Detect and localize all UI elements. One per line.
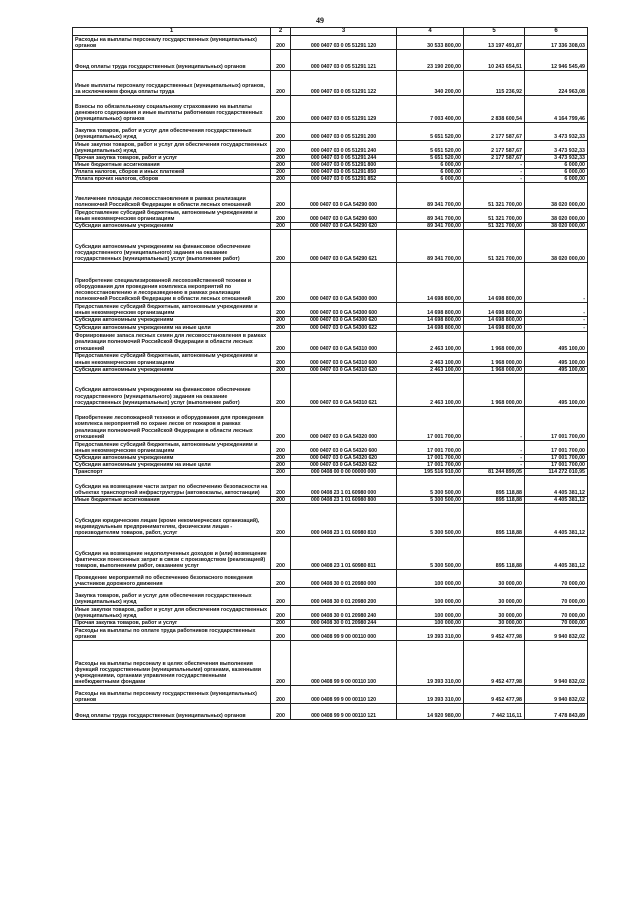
- row-unexecuted-amount-cell: 6 000,00: [525, 176, 588, 183]
- table-row: [73, 686, 588, 704]
- row-budget-code-cell: 000 0407 03 0 05 51291 244: [291, 155, 397, 162]
- row-name-cell: Приобретение специализированной лесохозяйственной техники и оборудования для проведения комплекса мероприятий по лесовосстановлению и лесоразведению в рамках реализации полномочий Российской Федерации в области лесных отношений: [73, 263, 271, 303]
- row-unexecuted-amount-cell: 6 000,00: [525, 169, 588, 176]
- row-approved-amount-cell: 89 341 700,00: [397, 183, 464, 209]
- row-budget-code-cell: 000 0407 03 0 GA 54290 000: [291, 183, 397, 209]
- row-approved-amount-cell: 100 000,00: [397, 570, 464, 588]
- row-executed-amount-cell: 13 197 491,87: [464, 36, 525, 50]
- row-approved-amount-cell: 17 001 700,00: [397, 454, 464, 461]
- row-budget-code-cell: 000 0407 03 0 GA 54300 000: [291, 263, 397, 303]
- row-unexecuted-amount-cell: 70 000,00: [525, 620, 588, 627]
- row-approved-amount-cell: 6 000,00: [397, 176, 464, 183]
- row-budget-code-cell: 000 0407 03 0 GA 54310 600: [291, 352, 397, 366]
- row-approved-amount-cell: 23 190 200,00: [397, 50, 464, 71]
- row-admin-code-cell: 200: [271, 497, 291, 504]
- row-approved-amount-cell: 100 000,00: [397, 620, 464, 627]
- row-executed-amount-cell: 2 177 587,67: [464, 155, 525, 162]
- row-admin-code-cell: 200: [271, 183, 291, 209]
- row-unexecuted-amount-cell: 38 020 000,00: [525, 183, 588, 209]
- row-approved-amount-cell: 5 651 520,00: [397, 155, 464, 162]
- row-budget-code-cell: 000 0407 03 0 05 51291 122: [291, 71, 397, 96]
- table-row: [73, 331, 588, 352]
- row-executed-amount-cell: 51 321 700,00: [464, 209, 525, 223]
- row-approved-amount-cell: 100 000,00: [397, 606, 464, 620]
- row-name-cell: Закупка товаров, работ и услуг для обеспечения государственных (муниципальных) нужд: [73, 588, 271, 606]
- row-approved-amount-cell: 5 651 520,00: [397, 123, 464, 141]
- row-name-cell: Субсидии автономным учреждениям: [73, 317, 271, 324]
- row-executed-amount-cell: 14 698 800,00: [464, 317, 525, 324]
- table-row: [73, 570, 588, 588]
- row-approved-amount-cell: 195 516 910,00: [397, 468, 464, 475]
- row-executed-amount-cell: -: [464, 169, 525, 176]
- row-executed-amount-cell: -: [464, 440, 525, 454]
- row-admin-code-cell: 200: [271, 570, 291, 588]
- budget-execution-table: [72, 27, 588, 720]
- row-admin-code-cell: 200: [271, 627, 291, 641]
- column-header: 4: [397, 28, 464, 36]
- table-row: [73, 183, 588, 209]
- row-approved-amount-cell: 2 463 100,00: [397, 352, 464, 366]
- row-name-cell: Иные закупки товаров, работ и услуг для обеспечения государственных (муниципальных) нужд: [73, 141, 271, 155]
- row-budget-code-cell: 000 0408 23 1 01 60980 000: [291, 476, 397, 497]
- row-budget-code-cell: 000 0407 03 0 GA 54310 620: [291, 366, 397, 373]
- row-name-cell: Субсидии на возмещение недополученных доходов и (или) возмещение фактически понесенных затрат в связи с производством (реализацией) товаров, выполнением работ, оказанием услуг: [73, 537, 271, 570]
- row-executed-amount-cell: 895 118,88: [464, 476, 525, 497]
- row-approved-amount-cell: 17 001 700,00: [397, 440, 464, 454]
- row-unexecuted-amount-cell: 4 405 381,12: [525, 537, 588, 570]
- table-row: [73, 96, 588, 123]
- table-row: [73, 454, 588, 461]
- row-name-cell: Иные бюджетные ассигнования: [73, 162, 271, 169]
- table-header-row: [73, 28, 588, 36]
- table-row: [73, 176, 588, 183]
- row-budget-code-cell: 000 0407 03 0 GA 54310 000: [291, 331, 397, 352]
- row-unexecuted-amount-cell: 12 946 545,49: [525, 50, 588, 71]
- column-header: 1: [73, 28, 271, 36]
- row-executed-amount-cell: 51 321 700,00: [464, 183, 525, 209]
- row-name-cell: Предоставление субсидий бюджетным, автономным учреждениям и иным некоммерческим организациям: [73, 303, 271, 317]
- row-admin-code-cell: 200: [271, 303, 291, 317]
- row-unexecuted-amount-cell: 70 000,00: [525, 570, 588, 588]
- table-row: [73, 50, 588, 71]
- row-name-cell: Субсидии автономным учреждениям: [73, 223, 271, 230]
- row-name-cell: Расходы на выплаты персоналу в целях обеспечения выполнения функций государственными (муниципальными) органами, казенными учреждениями, органами управления государственными внебюджетными фондами: [73, 641, 271, 686]
- row-name-cell: Предоставление субсидий бюджетным, автономным учреждениям и иным некоммерческим организациям: [73, 209, 271, 223]
- table-row: [73, 504, 588, 537]
- table-row: [73, 209, 588, 223]
- table-row: [73, 230, 588, 263]
- row-budget-code-cell: 000 0407 03 0 GA 54320 620: [291, 454, 397, 461]
- row-unexecuted-amount-cell: 224 963,08: [525, 71, 588, 96]
- row-budget-code-cell: 000 0407 03 0 GA 54310 621: [291, 373, 397, 406]
- row-approved-amount-cell: 7 003 400,00: [397, 96, 464, 123]
- table-row: [73, 71, 588, 96]
- table-row: [73, 36, 588, 50]
- row-admin-code-cell: 200: [271, 36, 291, 50]
- row-name-cell: Прочая закупка товаров, работ и услуг: [73, 620, 271, 627]
- column-header: 5: [464, 28, 525, 36]
- row-executed-amount-cell: 895 118,88: [464, 537, 525, 570]
- row-name-cell: Субсидии автономным учреждениям на финансовое обеспечение государственного (муниципального) задания на оказание государственных (муниципальных) услуг (выполнение работ): [73, 230, 271, 263]
- row-budget-code-cell: 000 0408 99 9 00 00110 000: [291, 627, 397, 641]
- row-unexecuted-amount-cell: 495 100,00: [525, 331, 588, 352]
- row-budget-code-cell: 000 0407 03 0 05 51291 200: [291, 123, 397, 141]
- table-row: [73, 263, 588, 303]
- row-admin-code-cell: 200: [271, 331, 291, 352]
- row-name-cell: Формирование запаса лесных семян для лесовосстановления в рамках реализации полномочий Российской Федерации в области лесных отношений: [73, 331, 271, 352]
- row-unexecuted-amount-cell: 4 405 381,12: [525, 476, 588, 497]
- row-unexecuted-amount-cell: 17 001 700,00: [525, 406, 588, 440]
- row-budget-code-cell: 000 0407 03 0 05 51291 800: [291, 162, 397, 169]
- row-budget-code-cell: 000 0407 03 0 GA 54320 600: [291, 440, 397, 454]
- row-approved-amount-cell: 6 000,00: [397, 169, 464, 176]
- row-admin-code-cell: 200: [271, 406, 291, 440]
- row-name-cell: Прочая закупка товаров, работ и услуг: [73, 155, 271, 162]
- row-name-cell: Субсидии автономным учреждениям на иные цели: [73, 324, 271, 331]
- row-executed-amount-cell: 30 000,00: [464, 570, 525, 588]
- row-approved-amount-cell: 5 300 500,00: [397, 504, 464, 537]
- row-admin-code-cell: 200: [271, 324, 291, 331]
- row-admin-code-cell: 200: [271, 504, 291, 537]
- row-budget-code-cell: 000 0408 99 9 00 00110 100: [291, 641, 397, 686]
- row-approved-amount-cell: 89 341 700,00: [397, 209, 464, 223]
- row-unexecuted-amount-cell: 70 000,00: [525, 606, 588, 620]
- row-admin-code-cell: 200: [271, 169, 291, 176]
- row-unexecuted-amount-cell: 3 473 932,33: [525, 123, 588, 141]
- row-executed-amount-cell: 14 698 800,00: [464, 303, 525, 317]
- row-unexecuted-amount-cell: 9 940 832,02: [525, 641, 588, 686]
- row-unexecuted-amount-cell: 3 473 932,33: [525, 155, 588, 162]
- row-budget-code-cell: 000 0407 03 0 05 51291 120: [291, 36, 397, 50]
- row-approved-amount-cell: 89 341 700,00: [397, 230, 464, 263]
- row-admin-code-cell: 200: [271, 123, 291, 141]
- row-admin-code-cell: 200: [271, 71, 291, 96]
- row-budget-code-cell: 000 0408 23 1 01 60980 811: [291, 537, 397, 570]
- row-approved-amount-cell: 5 300 500,00: [397, 537, 464, 570]
- row-admin-code-cell: 200: [271, 704, 291, 720]
- row-name-cell: Иные бюджетные ассигнования: [73, 497, 271, 504]
- row-budget-code-cell: 000 0408 00 0 00 00000 000: [291, 468, 397, 475]
- row-executed-amount-cell: -: [464, 176, 525, 183]
- row-budget-code-cell: 000 0408 30 0 01 20980 200: [291, 588, 397, 606]
- row-approved-amount-cell: 30 533 800,00: [397, 36, 464, 50]
- row-executed-amount-cell: -: [464, 461, 525, 468]
- row-budget-code-cell: 000 0407 03 0 05 51291 852: [291, 176, 397, 183]
- column-header: 3: [291, 28, 397, 36]
- page-number: 49: [316, 16, 324, 25]
- row-name-cell: Уплата налогов, сборов и иных платежей: [73, 169, 271, 176]
- table-row: [73, 588, 588, 606]
- row-name-cell: Проведение мероприятий по обеспечению безопасного поведения участников дорожного движения: [73, 570, 271, 588]
- table-row: [73, 352, 588, 366]
- table-row: [73, 303, 588, 317]
- row-unexecuted-amount-cell: -: [525, 324, 588, 331]
- row-executed-amount-cell: 115 236,92: [464, 71, 525, 96]
- row-executed-amount-cell: 2 177 587,67: [464, 123, 525, 141]
- row-name-cell: Субсидии автономным учреждениям: [73, 454, 271, 461]
- row-approved-amount-cell: 14 698 800,00: [397, 317, 464, 324]
- table-row: [73, 440, 588, 454]
- row-admin-code-cell: 200: [271, 317, 291, 324]
- row-admin-code-cell: 200: [271, 373, 291, 406]
- table-row: [73, 476, 588, 497]
- row-admin-code-cell: 200: [271, 461, 291, 468]
- row-unexecuted-amount-cell: 17 001 700,00: [525, 461, 588, 468]
- row-approved-amount-cell: 17 001 700,00: [397, 461, 464, 468]
- table-row: [73, 497, 588, 504]
- row-approved-amount-cell: 2 463 100,00: [397, 331, 464, 352]
- row-name-cell: Расходы на выплаты персоналу государственных (муниципальных) органов: [73, 686, 271, 704]
- row-admin-code-cell: 200: [271, 96, 291, 123]
- row-unexecuted-amount-cell: 6 000,00: [525, 162, 588, 169]
- row-executed-amount-cell: 51 321 700,00: [464, 230, 525, 263]
- table-row: [73, 606, 588, 620]
- row-admin-code-cell: 200: [271, 352, 291, 366]
- row-unexecuted-amount-cell: 4 405 381,12: [525, 504, 588, 537]
- table-row: [73, 468, 588, 475]
- row-executed-amount-cell: 1 968 000,00: [464, 331, 525, 352]
- row-admin-code-cell: 200: [271, 468, 291, 475]
- row-admin-code-cell: 200: [271, 440, 291, 454]
- row-unexecuted-amount-cell: 114 272 010,95: [525, 468, 588, 475]
- row-approved-amount-cell: 14 920 980,00: [397, 704, 464, 720]
- row-name-cell: Уплата прочих налогов, сборов: [73, 176, 271, 183]
- row-unexecuted-amount-cell: 3 473 932,33: [525, 141, 588, 155]
- row-admin-code-cell: 200: [271, 176, 291, 183]
- row-budget-code-cell: 000 0408 30 0 01 20980 244: [291, 620, 397, 627]
- row-unexecuted-amount-cell: 9 940 832,02: [525, 686, 588, 704]
- row-admin-code-cell: 200: [271, 537, 291, 570]
- row-budget-code-cell: 000 0407 03 0 GA 54320 000: [291, 406, 397, 440]
- table-row: [73, 123, 588, 141]
- row-budget-code-cell: 000 0407 03 0 GA 54290 620: [291, 223, 397, 230]
- row-executed-amount-cell: 30 000,00: [464, 606, 525, 620]
- row-executed-amount-cell: 9 452 477,98: [464, 627, 525, 641]
- row-name-cell: Фонд оплаты труда государственных (муниципальных) органов: [73, 50, 271, 71]
- row-budget-code-cell: 000 0408 23 1 01 60980 810: [291, 504, 397, 537]
- row-unexecuted-amount-cell: 38 020 000,00: [525, 209, 588, 223]
- row-name-cell: Предоставление субсидий бюджетным, автономным учреждениям и иным некоммерческим организациям: [73, 440, 271, 454]
- row-name-cell: Расходы на выплаты по оплате труда работников государственных органов: [73, 627, 271, 641]
- row-approved-amount-cell: 14 698 800,00: [397, 324, 464, 331]
- row-executed-amount-cell: 7 442 116,11: [464, 704, 525, 720]
- row-unexecuted-amount-cell: 495 100,00: [525, 352, 588, 366]
- row-approved-amount-cell: 19 393 310,00: [397, 627, 464, 641]
- row-unexecuted-amount-cell: 4 164 799,46: [525, 96, 588, 123]
- row-executed-amount-cell: 1 968 000,00: [464, 366, 525, 373]
- row-admin-code-cell: 200: [271, 162, 291, 169]
- row-approved-amount-cell: 19 393 310,00: [397, 641, 464, 686]
- row-approved-amount-cell: 2 463 100,00: [397, 366, 464, 373]
- row-executed-amount-cell: 14 698 800,00: [464, 263, 525, 303]
- row-budget-code-cell: 000 0407 03 0 GA 54300 620: [291, 317, 397, 324]
- row-approved-amount-cell: 14 698 800,00: [397, 263, 464, 303]
- table-row: [73, 155, 588, 162]
- row-executed-amount-cell: 14 698 800,00: [464, 324, 525, 331]
- row-budget-code-cell: 000 0408 30 0 01 20980 000: [291, 570, 397, 588]
- row-executed-amount-cell: 10 243 654,51: [464, 50, 525, 71]
- row-name-cell: Увеличение площади лесовосстановления в рамках реализации полномочий Российской Федерации в области лесных отношений: [73, 183, 271, 209]
- row-budget-code-cell: 000 0407 03 0 05 51291 129: [291, 96, 397, 123]
- row-name-cell: Иные закупки товаров, работ и услуг для обеспечения государственных (муниципальных) нужд: [73, 606, 271, 620]
- row-unexecuted-amount-cell: 17 336 308,03: [525, 36, 588, 50]
- column-header: 2: [271, 28, 291, 36]
- row-name-cell: Фонд оплаты труда государственных (муниципальных) органов: [73, 704, 271, 720]
- row-budget-code-cell: 000 0407 03 0 GA 54290 621: [291, 230, 397, 263]
- row-unexecuted-amount-cell: 495 100,00: [525, 366, 588, 373]
- row-unexecuted-amount-cell: 9 940 832,02: [525, 627, 588, 641]
- table-row: [73, 162, 588, 169]
- row-admin-code-cell: 200: [271, 686, 291, 704]
- row-unexecuted-amount-cell: 70 000,00: [525, 588, 588, 606]
- row-approved-amount-cell: 5 651 520,00: [397, 141, 464, 155]
- row-unexecuted-amount-cell: 495 100,00: [525, 373, 588, 406]
- row-approved-amount-cell: 89 341 700,00: [397, 223, 464, 230]
- row-unexecuted-amount-cell: 4 405 381,12: [525, 497, 588, 504]
- row-executed-amount-cell: 9 452 477,98: [464, 641, 525, 686]
- row-executed-amount-cell: 81 244 899,05: [464, 468, 525, 475]
- row-budget-code-cell: 000 0407 03 0 GA 54300 600: [291, 303, 397, 317]
- row-budget-code-cell: 000 0408 99 9 00 00110 121: [291, 704, 397, 720]
- row-approved-amount-cell: 2 463 100,00: [397, 373, 464, 406]
- row-admin-code-cell: 200: [271, 641, 291, 686]
- column-header: 6: [525, 28, 588, 36]
- row-budget-code-cell: 000 0408 30 0 01 20980 240: [291, 606, 397, 620]
- row-budget-code-cell: 000 0407 03 0 GA 54300 622: [291, 324, 397, 331]
- row-admin-code-cell: 200: [271, 223, 291, 230]
- table-row: [73, 141, 588, 155]
- row-executed-amount-cell: 30 000,00: [464, 620, 525, 627]
- row-admin-code-cell: 200: [271, 209, 291, 223]
- row-executed-amount-cell: -: [464, 162, 525, 169]
- row-name-cell: Предоставление субсидий бюджетным, автономным учреждениям и иным некоммерческим организациям: [73, 352, 271, 366]
- row-admin-code-cell: 200: [271, 230, 291, 263]
- row-approved-amount-cell: 14 698 800,00: [397, 303, 464, 317]
- table-row: [73, 373, 588, 406]
- row-budget-code-cell: 000 0407 03 0 05 51291 240: [291, 141, 397, 155]
- row-unexecuted-amount-cell: 17 001 700,00: [525, 440, 588, 454]
- row-name-cell: Субсидии автономным учреждениям на иные цели: [73, 461, 271, 468]
- row-executed-amount-cell: 9 452 477,98: [464, 686, 525, 704]
- table-row: [73, 324, 588, 331]
- row-unexecuted-amount-cell: 7 478 843,89: [525, 704, 588, 720]
- row-name-cell: Закупка товаров, работ и услуг для обеспечения государственных (муниципальных) нужд: [73, 123, 271, 141]
- table-row: [73, 641, 588, 686]
- row-unexecuted-amount-cell: -: [525, 303, 588, 317]
- row-unexecuted-amount-cell: 38 020 000,00: [525, 223, 588, 230]
- row-budget-code-cell: 000 0407 03 0 05 51291 850: [291, 169, 397, 176]
- table-row: [73, 169, 588, 176]
- row-unexecuted-amount-cell: -: [525, 317, 588, 324]
- row-admin-code-cell: 200: [271, 476, 291, 497]
- row-admin-code-cell: 200: [271, 155, 291, 162]
- row-unexecuted-amount-cell: 38 020 000,00: [525, 230, 588, 263]
- row-executed-amount-cell: 895 118,88: [464, 497, 525, 504]
- row-name-cell: Взносы по обязательному социальному страхованию на выплаты денежного содержания и иные выплаты работникам государственных (муниципальных) органов: [73, 96, 271, 123]
- row-budget-code-cell: 000 0407 03 0 GA 54320 622: [291, 461, 397, 468]
- row-executed-amount-cell: 1 968 000,00: [464, 352, 525, 366]
- table-row: [73, 537, 588, 570]
- row-approved-amount-cell: 6 000,00: [397, 162, 464, 169]
- row-executed-amount-cell: 895 118,88: [464, 504, 525, 537]
- row-admin-code-cell: 200: [271, 588, 291, 606]
- table-row: [73, 627, 588, 641]
- row-name-cell: Субсидии на возмещение части затрат по обеспечению безопасности на объектах транспортной инфраструктуры (автовокзалы, автостанции): [73, 476, 271, 497]
- row-approved-amount-cell: 340 200,00: [397, 71, 464, 96]
- row-executed-amount-cell: -: [464, 406, 525, 440]
- table-row: [73, 620, 588, 627]
- table-row: [73, 317, 588, 324]
- row-approved-amount-cell: 5 300 500,00: [397, 497, 464, 504]
- row-budget-code-cell: 000 0407 03 0 GA 54290 600: [291, 209, 397, 223]
- row-name-cell: Субсидии юридическим лицам (кроме некоммерческих организаций), индивидуальным предпринимателям, физическим лицам - производителям товаров, работ, услуг: [73, 504, 271, 537]
- row-name-cell: Расходы на выплаты персоналу государственных (муниципальных) органов: [73, 36, 271, 50]
- row-name-cell: Субсидии автономным учреждениям: [73, 366, 271, 373]
- row-name-cell: Иные выплаты персоналу государственных (муниципальных) органов, за исключением фонда оплаты труда: [73, 71, 271, 96]
- row-budget-code-cell: 000 0408 23 1 01 60980 800: [291, 497, 397, 504]
- table-row: [73, 406, 588, 440]
- table-row: [73, 461, 588, 468]
- row-executed-amount-cell: -: [464, 454, 525, 461]
- row-approved-amount-cell: 5 300 500,00: [397, 476, 464, 497]
- row-admin-code-cell: 200: [271, 50, 291, 71]
- table-row: [73, 223, 588, 230]
- table-row: [73, 704, 588, 720]
- row-approved-amount-cell: 17 001 700,00: [397, 406, 464, 440]
- row-admin-code-cell: 200: [271, 366, 291, 373]
- row-admin-code-cell: 200: [271, 606, 291, 620]
- row-unexecuted-amount-cell: 17 001 700,00: [525, 454, 588, 461]
- row-name-cell: Субсидии автономным учреждениям на финансовое обеспечение государственного (муниципального) задания на оказание государственных (муниципальных) услуг (выполнение работ): [73, 373, 271, 406]
- table-row: [73, 366, 588, 373]
- row-admin-code-cell: 200: [271, 263, 291, 303]
- row-executed-amount-cell: 51 321 700,00: [464, 223, 525, 230]
- row-admin-code-cell: 200: [271, 620, 291, 627]
- row-approved-amount-cell: 19 393 310,00: [397, 686, 464, 704]
- row-approved-amount-cell: 100 000,00: [397, 588, 464, 606]
- row-executed-amount-cell: 2 838 600,54: [464, 96, 525, 123]
- row-unexecuted-amount-cell: -: [525, 263, 588, 303]
- row-budget-code-cell: 000 0407 03 0 05 51291 121: [291, 50, 397, 71]
- row-budget-code-cell: 000 0408 99 9 00 00110 120: [291, 686, 397, 704]
- row-name-cell: Транспорт: [73, 468, 271, 475]
- row-executed-amount-cell: 1 968 000,00: [464, 373, 525, 406]
- row-admin-code-cell: 200: [271, 141, 291, 155]
- row-executed-amount-cell: 2 177 587,67: [464, 141, 525, 155]
- row-executed-amount-cell: 30 000,00: [464, 588, 525, 606]
- row-name-cell: Приобретение лесопожарной техники и оборудования для проведения комплекса мероприятий по охране лесов от пожаров в рамках реализации полномочий Российской Федерации в области лесных отношений: [73, 406, 271, 440]
- row-admin-code-cell: 200: [271, 454, 291, 461]
